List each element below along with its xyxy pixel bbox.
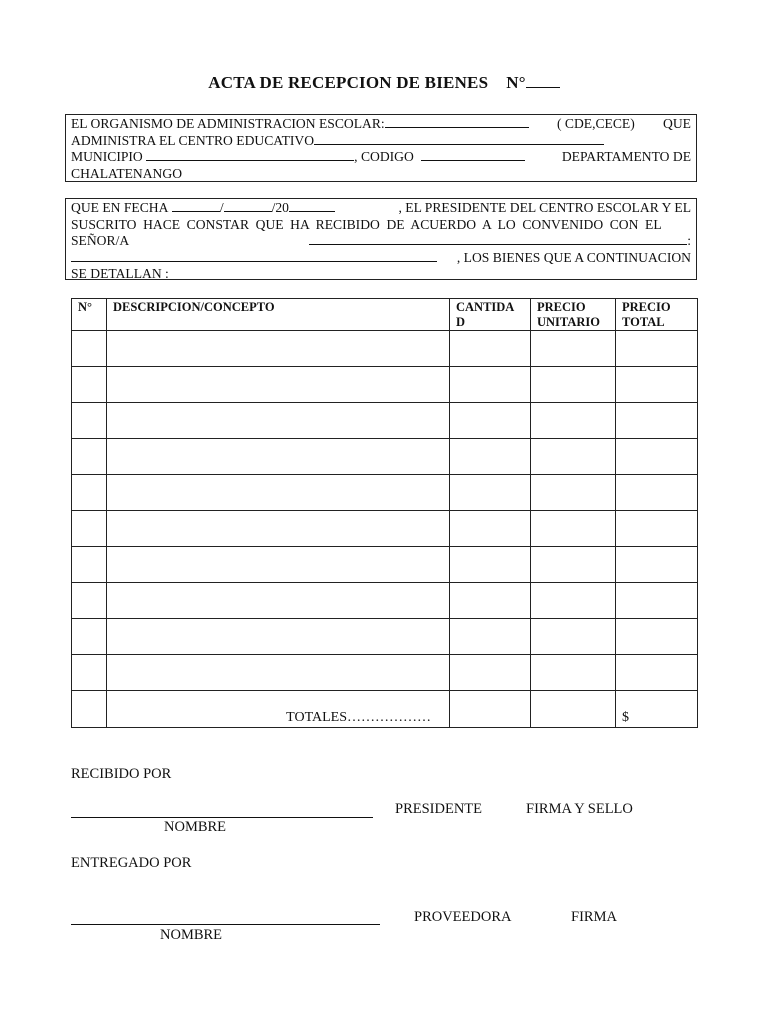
delivered-by-label: ENTREGADO POR	[71, 855, 192, 871]
municipio-field[interactable]	[146, 149, 354, 161]
item-description-cell[interactable]	[107, 655, 450, 691]
item-number-cell[interactable]	[72, 403, 107, 439]
item-unit-price-cell[interactable]	[531, 655, 616, 691]
item-description-cell[interactable]	[107, 511, 450, 547]
school-label: ADMINISTRA EL CENTRO EDUCATIVO	[71, 132, 315, 148]
item-total-price-cell[interactable]	[616, 475, 698, 511]
item-unit-price-cell[interactable]	[531, 511, 616, 547]
document-title	[0, 73, 768, 93]
document-number-label: N°	[506, 73, 526, 92]
item-unit-price-cell[interactable]	[531, 439, 616, 475]
organism-line-4	[71, 166, 691, 183]
item-unit-price-cell[interactable]	[531, 475, 616, 511]
item-quantity-cell[interactable]	[450, 655, 531, 691]
organism-label: EL ORGANISMO DE ADMINISTRACION ESCOLAR:	[71, 116, 385, 131]
statement-line-4	[71, 250, 691, 267]
item-quantity-cell[interactable]	[450, 547, 531, 583]
item-description-cell[interactable]	[107, 367, 450, 403]
items-table	[71, 298, 698, 728]
organism-line-2	[71, 133, 691, 150]
item-unit-price-cell[interactable]	[531, 619, 616, 655]
item-quantity-cell[interactable]	[450, 403, 531, 439]
receiver-name-line[interactable]	[71, 817, 373, 818]
totals-label: TOTALES………………	[286, 710, 431, 725]
statement-text: SUSCRITO HACE CONSTAR QUE HA RECIBIDO DE ACUERDO A LO CONVENIDO CON EL	[71, 216, 662, 232]
organism-line-3	[71, 149, 691, 166]
item-description-cell[interactable]	[107, 331, 450, 367]
table-row	[72, 475, 698, 511]
currency-symbol: $	[622, 710, 629, 725]
item-total-price-cell[interactable]	[616, 331, 698, 367]
item-unit-price-cell[interactable]	[531, 547, 616, 583]
item-quantity-cell[interactable]	[450, 367, 531, 403]
organism-info-box	[65, 114, 697, 182]
supplier-label: PROVEEDORA	[414, 909, 512, 925]
item-total-price-cell[interactable]	[616, 367, 698, 403]
item-number-cell[interactable]	[72, 655, 107, 691]
item-number-cell[interactable]	[72, 511, 107, 547]
item-number-cell[interactable]	[72, 547, 107, 583]
totals-row	[72, 691, 698, 728]
col-header-description: DESCRIPCION/CONCEPTO	[107, 299, 450, 331]
statement-line-3	[71, 233, 691, 250]
item-number-cell[interactable]	[72, 619, 107, 655]
date-year-prefix: /20	[271, 200, 289, 215]
item-total-price-cell[interactable]	[616, 655, 698, 691]
item-number-cell[interactable]	[72, 439, 107, 475]
item-quantity-cell[interactable]	[450, 439, 531, 475]
senor-field[interactable]	[309, 233, 687, 245]
date-separator-1: /	[219, 200, 224, 215]
signature-label: FIRMA	[571, 909, 617, 925]
table-row	[72, 583, 698, 619]
item-total-price-cell[interactable]	[616, 511, 698, 547]
col-header-unit-price: PRECIO UNITARIO	[531, 299, 616, 331]
table-row	[72, 655, 698, 691]
statement-line-5	[71, 266, 691, 283]
statement-line-2	[71, 217, 691, 234]
totals-unit-price-cell[interactable]	[531, 691, 616, 728]
president-statement-text: , EL PRESIDENTE DEL CENTRO ESCOLAR Y EL	[398, 200, 691, 215]
item-number-cell[interactable]	[72, 331, 107, 367]
school-field[interactable]	[314, 133, 604, 145]
item-total-price-cell[interactable]	[616, 547, 698, 583]
senor-label: SEÑOR/A	[71, 233, 130, 249]
deliverer-name-line[interactable]	[71, 924, 380, 925]
municipio-label: MUNICIPIO	[71, 149, 143, 165]
date-label: QUE EN FECHA	[71, 200, 169, 215]
item-description-cell[interactable]	[107, 439, 450, 475]
document-number-field[interactable]	[526, 73, 560, 88]
item-unit-price-cell[interactable]	[531, 331, 616, 367]
departamento-label: DEPARTAMENTO DE	[561, 149, 691, 165]
table-row	[72, 367, 698, 403]
organism-field[interactable]	[385, 116, 529, 128]
item-quantity-cell[interactable]	[450, 475, 531, 511]
detail-label: SE DETALLAN :	[71, 266, 169, 282]
statement-line-1	[71, 200, 691, 217]
item-total-price-cell[interactable]	[616, 439, 698, 475]
col-header-quantity: CANTIDA D	[450, 299, 531, 331]
received-by-label: RECIBIDO POR	[71, 766, 172, 782]
item-total-price-cell[interactable]	[616, 583, 698, 619]
item-total-price-cell[interactable]	[616, 619, 698, 655]
item-description-cell[interactable]	[107, 475, 450, 511]
item-description-cell[interactable]	[107, 403, 450, 439]
senor-field-continued[interactable]	[71, 250, 437, 262]
colon-text: :	[687, 233, 691, 249]
deliverer-name-label: NOMBRE	[160, 927, 223, 943]
table-row	[72, 511, 698, 547]
item-quantity-cell[interactable]	[450, 511, 531, 547]
col-header-number: N°	[72, 299, 107, 331]
table-row	[72, 403, 698, 439]
reception-statement-box	[65, 198, 697, 280]
col-header-total-price: PRECIO TOTAL	[616, 299, 698, 331]
item-number-cell[interactable]	[72, 583, 107, 619]
date-year-field[interactable]	[289, 200, 335, 212]
item-quantity-cell[interactable]	[450, 331, 531, 367]
table-row	[72, 619, 698, 655]
signature-seal-label: FIRMA Y SELLO	[526, 801, 633, 817]
organism-line-1	[71, 116, 691, 133]
item-total-price-cell[interactable]	[616, 403, 698, 439]
codigo-label: , CODIGO	[354, 149, 414, 165]
item-description-cell[interactable]	[107, 547, 450, 583]
item-unit-price-cell[interactable]	[531, 583, 616, 619]
que-label: QUE	[663, 116, 691, 131]
table-row	[72, 547, 698, 583]
document-title-text: ACTA DE RECEPCION DE BIENES	[208, 73, 489, 92]
department-name: CHALATENANGO	[71, 165, 183, 181]
totals-amount-cell[interactable]	[616, 691, 698, 728]
totals-quantity-cell[interactable]	[450, 691, 531, 728]
item-unit-price-cell[interactable]	[531, 403, 616, 439]
date-day-field[interactable]	[172, 200, 220, 212]
item-number-cell[interactable]	[72, 367, 107, 403]
organism-type-label: ( CDE,CECE)	[556, 116, 635, 131]
item-unit-price-cell[interactable]	[531, 367, 616, 403]
item-quantity-cell[interactable]	[450, 619, 531, 655]
item-description-cell[interactable]	[107, 619, 450, 655]
item-quantity-cell[interactable]	[450, 583, 531, 619]
president-label: PRESIDENTE	[395, 801, 482, 817]
codigo-field[interactable]	[421, 149, 525, 161]
goods-detail-text: , LOS BIENES QUE A CONTINUACION	[456, 249, 691, 265]
table-header-row	[72, 299, 698, 331]
receiver-name-label: NOMBRE	[164, 819, 227, 835]
item-number-cell[interactable]	[72, 475, 107, 511]
date-month-field[interactable]	[224, 200, 272, 212]
item-description-cell[interactable]	[107, 583, 450, 619]
table-row	[72, 331, 698, 367]
totals-label-cell	[107, 691, 450, 728]
totals-number-cell	[72, 691, 107, 728]
table-row	[72, 439, 698, 475]
